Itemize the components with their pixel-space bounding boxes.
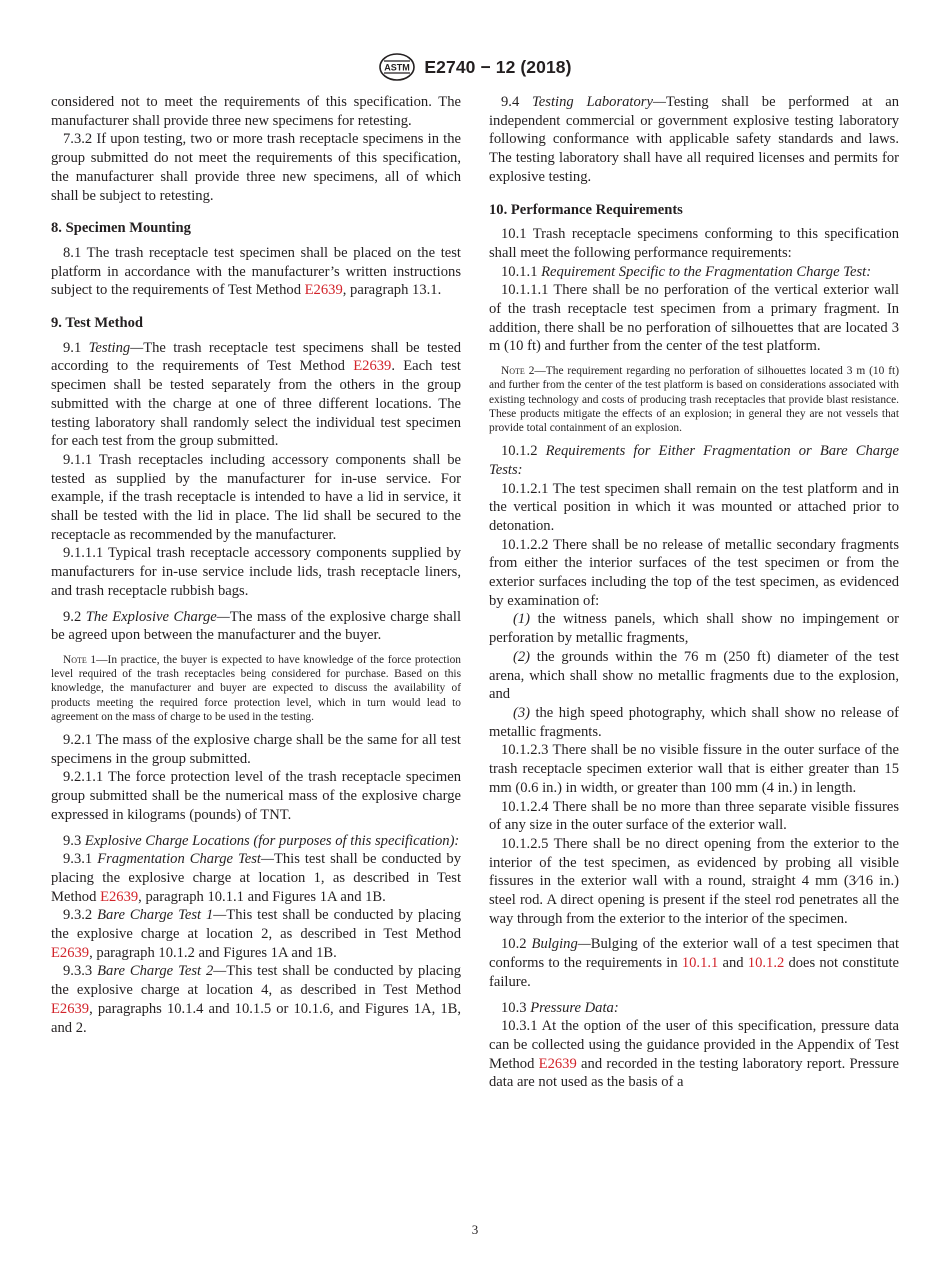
list-item: (2) the grounds within the 76 m (250 ft) diameter of the test arena, which shall show no metallic fragments due to the explosion, and [489, 648, 899, 703]
paragraph-10-2: 10.2 Bulging—Bulging of the exterior wall of a test specimen that conforms to the requirements in 10.1.1 and 10.1.2 does not constitute failure. [489, 936, 899, 990]
paragraph-10-1-2-1: 10.1.2.1 The test specimen shall remain on the test platform and in the vertical position in which it was mounted or attached prior to detonation. [489, 480, 899, 534]
paragraph-7-3-1-continued: considered not to meet the requirements of this specification. The manufacturer shall provide three new specimens for retesting. [51, 94, 461, 129]
reference-link-e2639[interactable]: E2639 [51, 944, 90, 961]
list-item: (1) the witness panels, which shall show no impingement or perforation by metallic fragments, [489, 611, 899, 647]
paragraph-10-1-1: 10.1.1 Requirement Specific to the Fragmentation Charge Test: [501, 263, 872, 280]
section-heading-8: 8. Specimen Mounting [51, 220, 191, 237]
page-number: 3 [471, 1222, 479, 1237]
section-heading-10: 10. Performance Requirements [489, 201, 683, 218]
reference-link-e2639[interactable]: E2639 [51, 1000, 90, 1017]
reference-link-e2639[interactable]: E2639 [538, 1055, 577, 1072]
paragraph-9-1: 9.1 Testing—The trash receptacle test specimens shall be tested according to the requirements of Test Method E2639. Each test specimen shall be tested separately from the others in the group submitted with the charge at one of three different locations. The testing laboratory shall randomly select the individual test specimen for each test from the group submitted. [51, 339, 461, 450]
paragraph-9-2-1-1: 9.2.1.1 The force protection level of the trash receptacle specimen group submitted shall be the numerical mass of the explosive charge expressed in kilograms (pounds) of TNT. [51, 769, 461, 823]
logo-text: ASTM [384, 62, 411, 73]
paragraph-9-4: 9.4 Testing Laboratory—Testing shall be performed at an independent commercial or government explosive testing laboratory following conformance with applicable safety standards and laws. The testing laboratory shall have all required licenses and permits for explosive testing. [489, 94, 899, 185]
paragraph-9-3-3: 9.3.3 Bare Charge Test 2—This test shall be conducted by placing the explosive charge at location 4, as described in Test Method E2639, paragraphs 10.1.4 and 10.1.5 or 10.1.6, and Figures 1A, 1B, and 2. [51, 963, 461, 1036]
list-item: (3) the high speed photography, which shall show no release of metallic fragments. [489, 705, 899, 740]
paragraph-9-2: 9.2 The Explosive Charge—The mass of the explosive charge shall be agreed upon between the manufacturer and the buyer. [51, 608, 461, 644]
paragraph-10-3-1: 10.3.1 At the option of the user of this specification, pressure data can be collected using the guidance provided in the Appendix of Test Method E2639 and recorded in the testing laboratory report. Pressure data are not used as the basis of a [489, 1018, 899, 1091]
page-header [0, 52, 950, 82]
paragraph-9-3-2: 9.3.2 Bare Charge Test 1—This test shall be conducted by placing the explosive charge at location 2, as described in Test Method E2639, paragraph 10.1.2 and Figures 1A and 1B. [51, 907, 461, 961]
reference-link-10-1-1[interactable]: 10.1.1 [681, 955, 719, 972]
right-column [489, 93, 899, 1092]
paragraph-7-3-2: 7.3.2 If upon testing, two or more trash receptacle specimens in the group submitted do not meet the requirements of this specification, the manufacturer shall provide three new specimens, all of which shall be subject to retesting. [51, 131, 461, 204]
paragraph-9-3: 9.3 Explosive Charge Locations (for purposes of this specification): [63, 832, 460, 849]
paragraph-10-1-2-5: 10.1.2.5 There shall be no direct opening from the exterior to the interior of the test specimen, as evidenced by probing all visible fissures in the exterior wall with a round, straight 4 mm (3⁄16 in.) steel rod. A direct opening is present if the steel rod penetrates all the way through from the exterior to the interior of the specimen. [489, 835, 899, 927]
paragraph-9-2-1: 9.2.1 The mass of the explosive charge shall be the same for all test specimens in the group submitted. [51, 732, 461, 767]
paragraph-8-1: 8.1 The trash receptacle test specimen shall be placed on the test platform in accordance with the manufacturer’s written instructions subject to the requirements of Test Method E2639, paragraph 13.1. [51, 244, 461, 299]
paragraph-10-1-2-4: 10.1.2.4 There shall be no more than three separate visible fissures of any size in the outer surface of the exterior wall. [489, 798, 899, 834]
note-2: Note 2—The requirement regarding no perforation of silhouettes located 3 m (10 ft) and further from the center of the test platform is based on considerations associated with existing technology and costs of producing trash receptacles that provide blast resistance. These products mitigate the effects of an explosion; in general they are not vessels that provide total containment of an explosion. [489, 365, 899, 434]
paragraph-10-1-2: 10.1.2 Requirements for Either Fragmentation or Bare Charge Tests: [489, 443, 899, 478]
paragraph-9-1-1-1: 9.1.1.1 Typical trash receptacle accessory components supplied by manufacturers for in-use service include lids, trash receptacle liners, and trash receptacle rubbish bags. [51, 545, 461, 599]
reference-link-e2639[interactable]: E2639 [353, 358, 392, 375]
paragraph-10-1-1-1: 10.1.1.1 There shall be no perforation of the vertical exterior wall of the trash receptacle test specimen from a primary fragment. In addition, there shall be no perforation of silhouettes that are located 3 m (10 ft) and further from the center of the test platform. [489, 282, 899, 355]
paragraph-9-3-1: 9.3.1 Fragmentation Charge Test—This test shall be conducted by placing the explosive charge at location 1, as described in Test Method E2639, paragraph 10.1.1 and Figures 1A and 1B. [51, 851, 462, 905]
reference-link-10-1-2[interactable]: 10.1.2 [747, 955, 785, 972]
paragraph-10-1: 10.1 Trash receptacle specimens conforming to this specification shall meet the following performance requirements: [489, 226, 899, 261]
reference-link-e2639[interactable]: E2639 [304, 282, 343, 299]
standard-designation: E2740 − 12 (2018) [424, 56, 572, 77]
paragraph-10-1-2-3: 10.1.2.3 There shall be no visible fissure in the outer surface of the trash receptacle specimen exterior wall that is either greater than 15 mm (0.6 in.) in width, or greater than 100 mm (4 in.) in length. [489, 742, 899, 796]
reference-link-e2639[interactable]: E2639 [100, 888, 139, 905]
paragraph-10-3: 10.3 Pressure Data: [501, 999, 619, 1016]
astm-logo-icon [378, 52, 416, 82]
paragraph-9-1-1: 9.1.1 Trash receptacles including accessory components shall be tested as supplied by the manufacturer for in-use service. For example, if the trash receptacle is intended to have a lid in service, it shall be tested with the lid in place. The lid shall be secured to the receptacle as recommended by the manufacturer. [51, 451, 461, 543]
section-heading-9: 9. Test Method [51, 315, 144, 332]
left-column [51, 93, 461, 1037]
note-1: Note 1—In practice, the buyer is expected to have knowledge of the force protection level required of the trash receptacles being considered for purchase. Based on this knowledge, the manufacturer and buyer are expected to discuss the availability of products meeting the required force protection level, which in turn would lead to agreement on the mass of charge to be used in the testing. [51, 653, 461, 723]
paragraph-10-1-2-2: 10.1.2.2 There shall be no release of metallic secondary fragments from either the interior surfaces of the test specimen or from the exterior surfaces including the top of the test specimen, as evidenced by examination of: [489, 536, 899, 609]
